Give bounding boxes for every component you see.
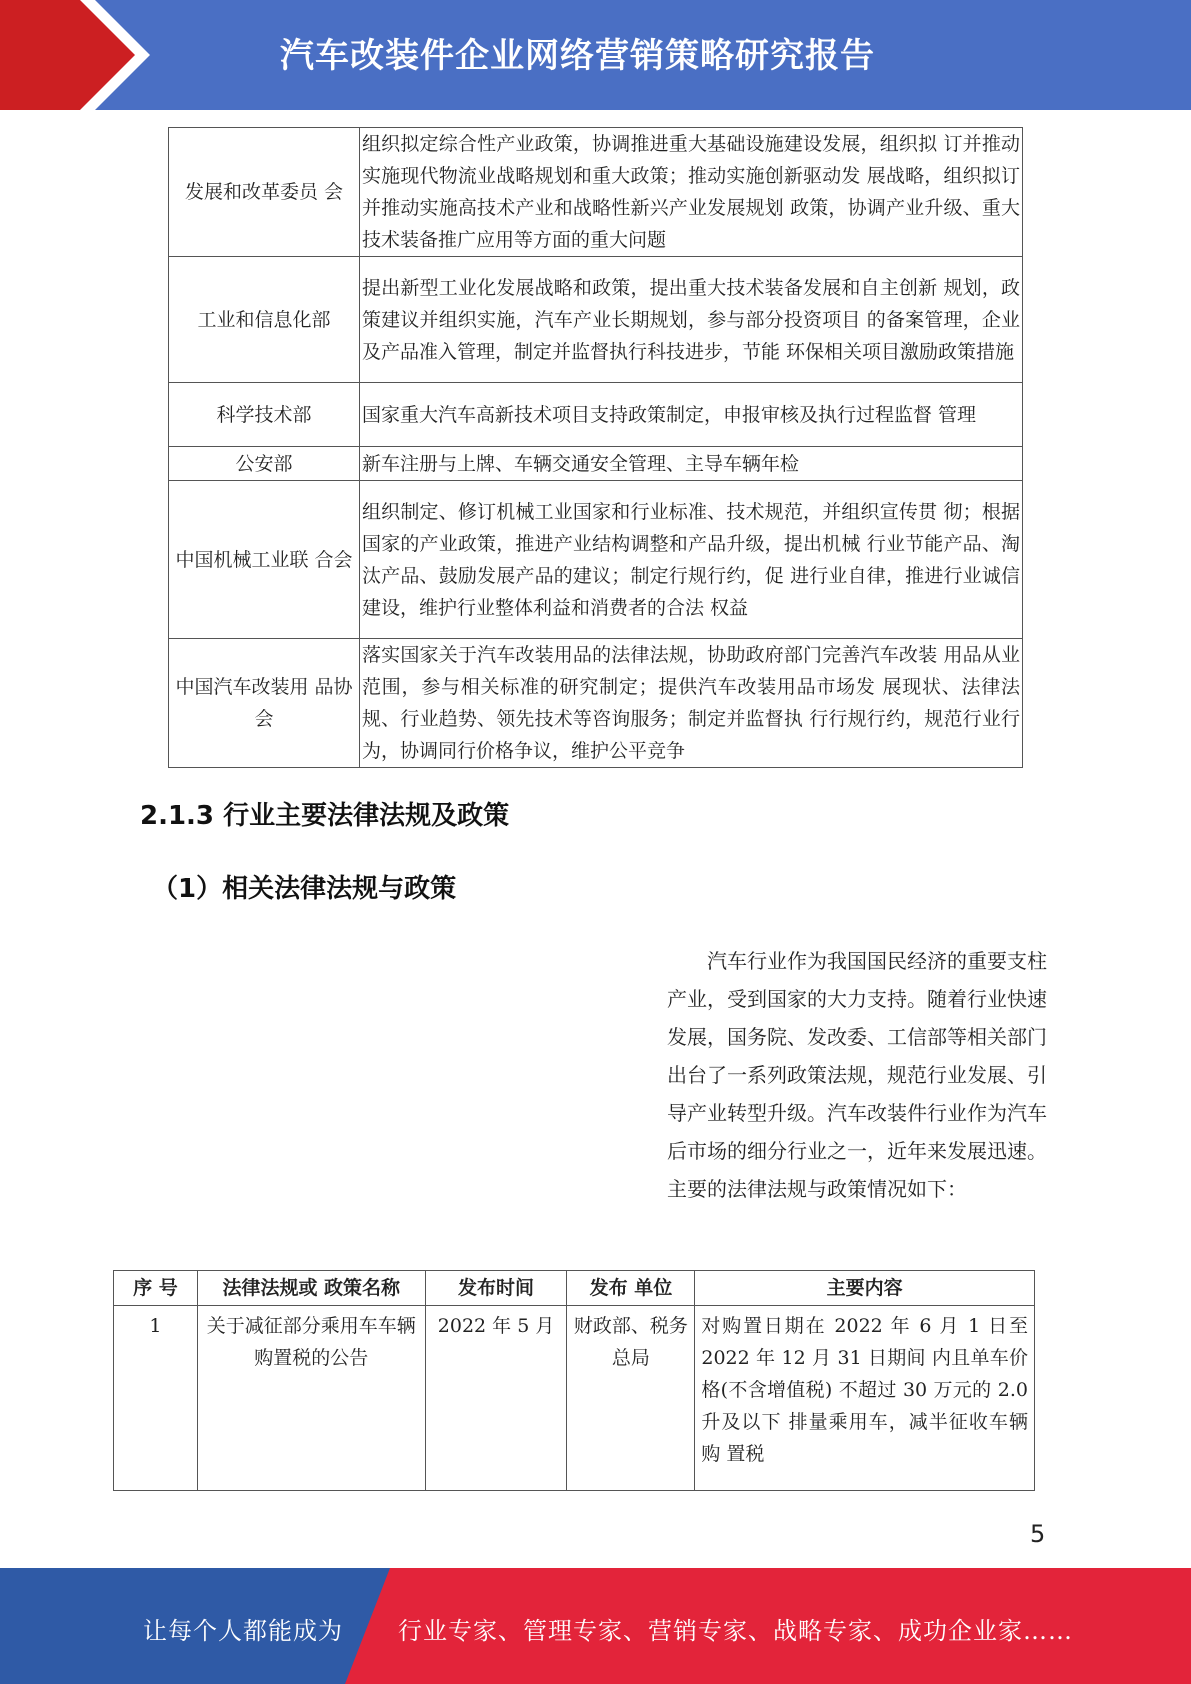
- footer-slogan-left: 让每个人都能成为: [143, 1617, 343, 1645]
- department-name: 中国机械工业联 合会: [169, 481, 360, 639]
- page-number: 5: [1030, 1520, 1046, 1548]
- intro-paragraph: 汽车行业作为我国国民经济的重要支柱产业，受到国家的大力支持。随着行业快速发展，国务院、发改委、工信部等相关部门出台了一系列政策法规，规范行业发展、引导产业转型升级。汽车改装件行业作为汽车后市场的细分行业之一，近年来发展迅速。主要的法律法规与政策情况如下：: [667, 949, 1047, 1201]
- department-duty: 组织制定、修订机械工业国家和行业标准、技术规范，并组织宣传贯 彻；根据国家的产业政策，推进产业结构调整和产品升级，提出机械 行业节能产品、淘汰产品、鼓励发展产品的建议；制定行规行约，促 进行业自律，推进行业诚信建设，维护行业整体利益和消费者的合法 权益: [360, 481, 1023, 639]
- department-duty: 新车注册与上牌、车辆交通安全管理、主导车辆年检: [360, 447, 1023, 481]
- column-header-content: 主要内容: [695, 1271, 1035, 1306]
- table-row: [114, 1306, 1035, 1491]
- department-duty: 落实国家关于汽车改装用品的法律法规，协助政府部门完善汽车改装 用品从业范围，参与相关标准的研究制定；提供汽车改装用品市场发 展现状、法律法规、行业趋势、领先技术等咨询服务；制定并监督执 行行规行约，规范行业行为，协调同行价格争议，维护公平竞争: [360, 639, 1023, 768]
- column-header-no: 序 号: [114, 1271, 198, 1306]
- policy-no: 1: [114, 1306, 198, 1491]
- subsection-heading: （1）相关法律法规与政策: [152, 874, 457, 904]
- department-name: 公安部: [169, 447, 360, 481]
- policy-date: 2022 年 5 月: [425, 1306, 567, 1491]
- table-row: [169, 639, 1023, 768]
- policy-name: 关于减征部分乘用车车辆购置税的公告: [197, 1306, 425, 1491]
- department-name: 科学技术部: [169, 383, 360, 447]
- header-title: 汽车改装件企业网络营销策略研究报告: [280, 36, 875, 76]
- department-name: 工业和信息化部: [169, 257, 360, 383]
- table-row: [169, 481, 1023, 639]
- footer-slogan-right: 行业专家、管理专家、营销专家、战略专家、成功企业家……: [398, 1617, 1073, 1645]
- header-red-chevron: [0, 0, 140, 110]
- page-header: [0, 0, 1191, 110]
- table-row: [169, 128, 1023, 257]
- column-header-name: 法律法规或 政策名称: [197, 1271, 425, 1306]
- department-duty: 国家重大汽车高新技术项目支持政策制定，申报审核及执行过程监督 管理: [360, 383, 1023, 447]
- section-heading: 2.1.3 行业主要法律法规及政策: [140, 801, 510, 831]
- table-row: [169, 257, 1023, 383]
- department-name: 中国汽车改装用 品协会: [169, 639, 360, 768]
- department-duty: 组织拟定综合性产业政策，协调推进重大基础设施建设发展，组织拟 订并推动实施现代物流业战略规划和重大政策；推动实施创新驱动发 展战略，组织拟订并推动实施高技术产业和战略性新兴产业发展规划 政策，协调产业升级、重大技术装备推广应用等方面的重大问题: [360, 128, 1023, 257]
- column-header-date: 发布时间: [425, 1271, 567, 1306]
- page-footer: [0, 1568, 1191, 1684]
- policy-content: 对购置日期在 2022 年 6 月 1 日至 2022 年 12 月 31 日期间 内且单车价格(不含增值税) 不超过 30 万元的 2.0 升及以下 排量乘用车，减半征收车辆购 置税: [695, 1306, 1035, 1491]
- table-row: [169, 383, 1023, 447]
- department-name: 发展和改革委员 会: [169, 128, 360, 257]
- table-row: [169, 447, 1023, 481]
- table-header-row: [114, 1271, 1035, 1306]
- column-header-issuer: 发布 单位: [567, 1271, 695, 1306]
- policy-issuer: 财政部、税务总局: [567, 1306, 695, 1491]
- policy-table: [113, 1270, 1035, 1491]
- department-duty: 提出新型工业化发展战略和政策，提出重大技术装备发展和自主创新 规划，政策建议并组织实施，汽车产业长期规划，参与部分投资项目 的备案管理，企业及产品准入管理，制定并监督执行科技进步，节能 环保相关项目激励政策措施: [360, 257, 1023, 383]
- regulatory-departments-table: [168, 127, 1023, 768]
